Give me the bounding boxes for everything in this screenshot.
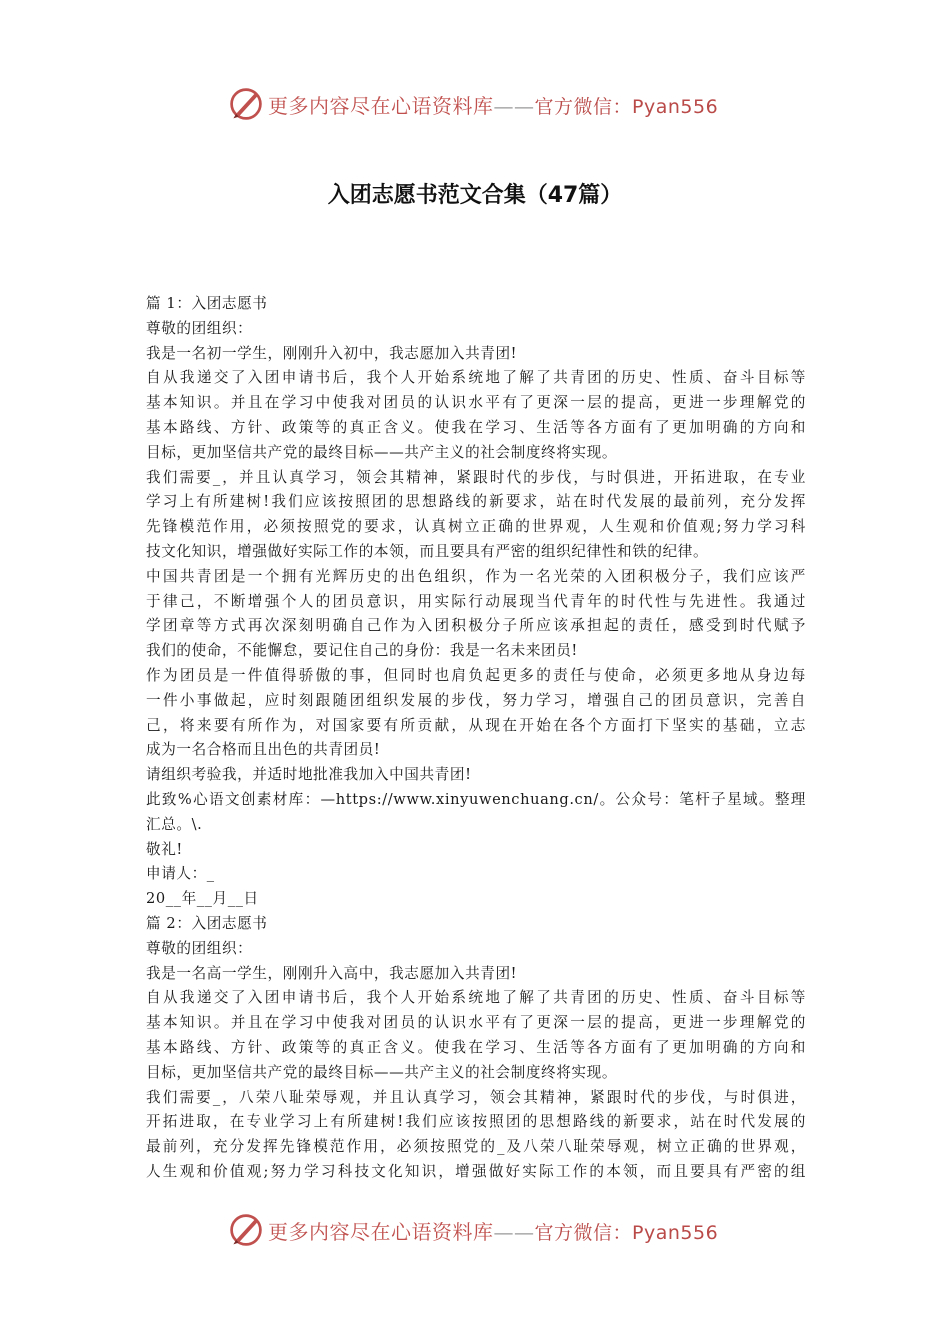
paragraph-line: 技文化知识，增强做好实际工作的本领，而且要具有严密的组织纪律性和铁的纪律。 [146,542,709,560]
paragraph-line: 作为团员是一件值得骄傲的事，但同时也肩负起更多的责任与使命，必须更多地从身边每 [146,666,806,684]
header-banner-main: 更多内容尽在心语资料库 [268,93,494,118]
paragraph-line: 目标，更加坚信共产党的最终目标——共产主义的社会制度终将实现。 [146,1063,618,1081]
footer-banner-sep: —— [493,1219,535,1244]
paragraph-line: 基本路线、方针、政策等的真正含义。使我在学习、生活等各方面有了更加明确的方向和 [146,1038,806,1056]
paragraph-line: 自从我递交了入团申请书后，我个人开始系统地了解了共青团的历史、性质、奋斗目标等 [146,989,806,1007]
paragraph-line: 我们的使命，不能懈怠，要记住自己的身份：我是一名未来团员! [146,642,578,660]
document-body [146,292,806,1185]
paragraph-line: 汇总。\. [146,815,203,833]
pen-logo-icon [228,1212,264,1248]
paragraph-line: 开拓进取，在专业学习上有所建树!我们应该按照团的思想路线的新要求，站在时代发展的 [146,1113,806,1131]
header-banner-text [268,90,718,119]
paragraph-line: 人生观和价值观;努力学习科技文化知识，增强做好实际工作的本领，而且要具有严密的组 [146,1162,806,1180]
paragraph-line: 敬礼! [146,840,183,858]
paragraph-line: 申请人：_ [146,865,215,883]
paragraph-line: 学团章等方式再次深刻明确自己作为入团积极分子所应该承担起的责任，感受到时代赋予 [146,617,806,635]
paragraph-line: 篇 2：入团志愿书 [146,914,268,932]
paragraph-line: 20__年__月__日 [146,890,259,908]
paragraph-line: 基本知识。并且在学习中使我对团员的认识水平有了更深一层的提高，更进一步理解党的 [146,394,806,412]
paragraph-line: 己，将来要有所作为，对国家要有所贡献，从现在开始在各个方面打下坚实的基础，立志 [146,716,806,734]
paragraph-line: 我是一名初一学生，刚刚升入初中，我志愿加入共青团! [146,344,518,362]
footer-banner-text [268,1216,718,1245]
paragraph-line: 我是一名高一学生，刚刚升入高中，我志愿加入共青团! [146,964,518,982]
header-banner-sep: —— [493,93,535,118]
paragraph-line: 于律己，不断增强个人的团员意识，用实际行动展现当代青年的时代性与先进性。我通过 [146,592,806,610]
paragraph-line: 我们需要_，八荣八耻荣辱观，并且认真学习，领会其精神，紧跟时代的步伐，与时俱进， [146,1088,806,1106]
paragraph-line: 一件小事做起，应时刻跟随团组织发展的步伐，努力学习，增强自己的团员意识，完善自 [146,691,806,709]
paragraph-line: 目标，更加坚信共产党的最终目标——共产主义的社会制度终将实现。 [146,443,618,461]
paragraph-line: 尊敬的团组织： [146,319,253,337]
header-banner-account: 官方微信：Pyan556 [534,95,719,118]
paragraph-line: 学习上有所建树!我们应该按照团的思想路线的新要求，站在时代发展的最前列，充分发挥 [146,493,806,511]
paragraph-line: 我们需要_，并且认真学习，领会其精神，紧跟时代的步伐，与时俱进，开拓进取，在专业 [146,468,806,486]
document-title: 入团志愿书范文合集（47篇） [327,183,623,208]
header-banner [228,82,718,126]
paragraph-line: 请组织考验我，并适时地批准我加入中国共青团! [146,766,472,784]
paragraph-line: 基本路线、方针、政策等的真正含义。使我在学习、生活等各方面有了更加明确的方向和 [146,418,806,436]
paragraph-line: 尊敬的团组织： [146,939,253,957]
paragraph-line: 先锋模范作用，必须按照党的要求，认真树立正确的世界观，人生观和价值观;努力学习科 [146,518,806,536]
paragraph-line: 基本知识。并且在学习中使我对团员的认识水平有了更深一层的提高，更进一步理解党的 [146,1014,806,1032]
paragraph-line: 最前列，充分发挥先锋模范作用，必须按照党的_及八荣八耻荣辱观，树立正确的世界观， [146,1138,806,1156]
footer-banner-main: 更多内容尽在心语资料库 [268,1219,494,1244]
paragraph-line: 此致%心语文创素材库：—https://www.xinyuwenchuang.cn/。公众号：笔杆子星域。整理 [146,790,806,808]
paragraph-line: 成为一名合格而且出色的共青团员! [146,741,381,759]
paragraph-line: 篇 1：入团志愿书 [146,295,268,312]
paragraph-line: 自从我递交了入团申请书后，我个人开始系统地了解了共青团的历史、性质、奋斗目标等 [146,369,806,387]
footer-banner-account: 官方微信：Pyan556 [534,1221,719,1244]
paragraph-line: 中国共青团是一个拥有光辉历史的出色组织，作为一名光荣的入团积极分子，我们应该严 [146,567,806,585]
footer-banner [228,1208,718,1252]
pen-logo-icon [228,86,264,122]
